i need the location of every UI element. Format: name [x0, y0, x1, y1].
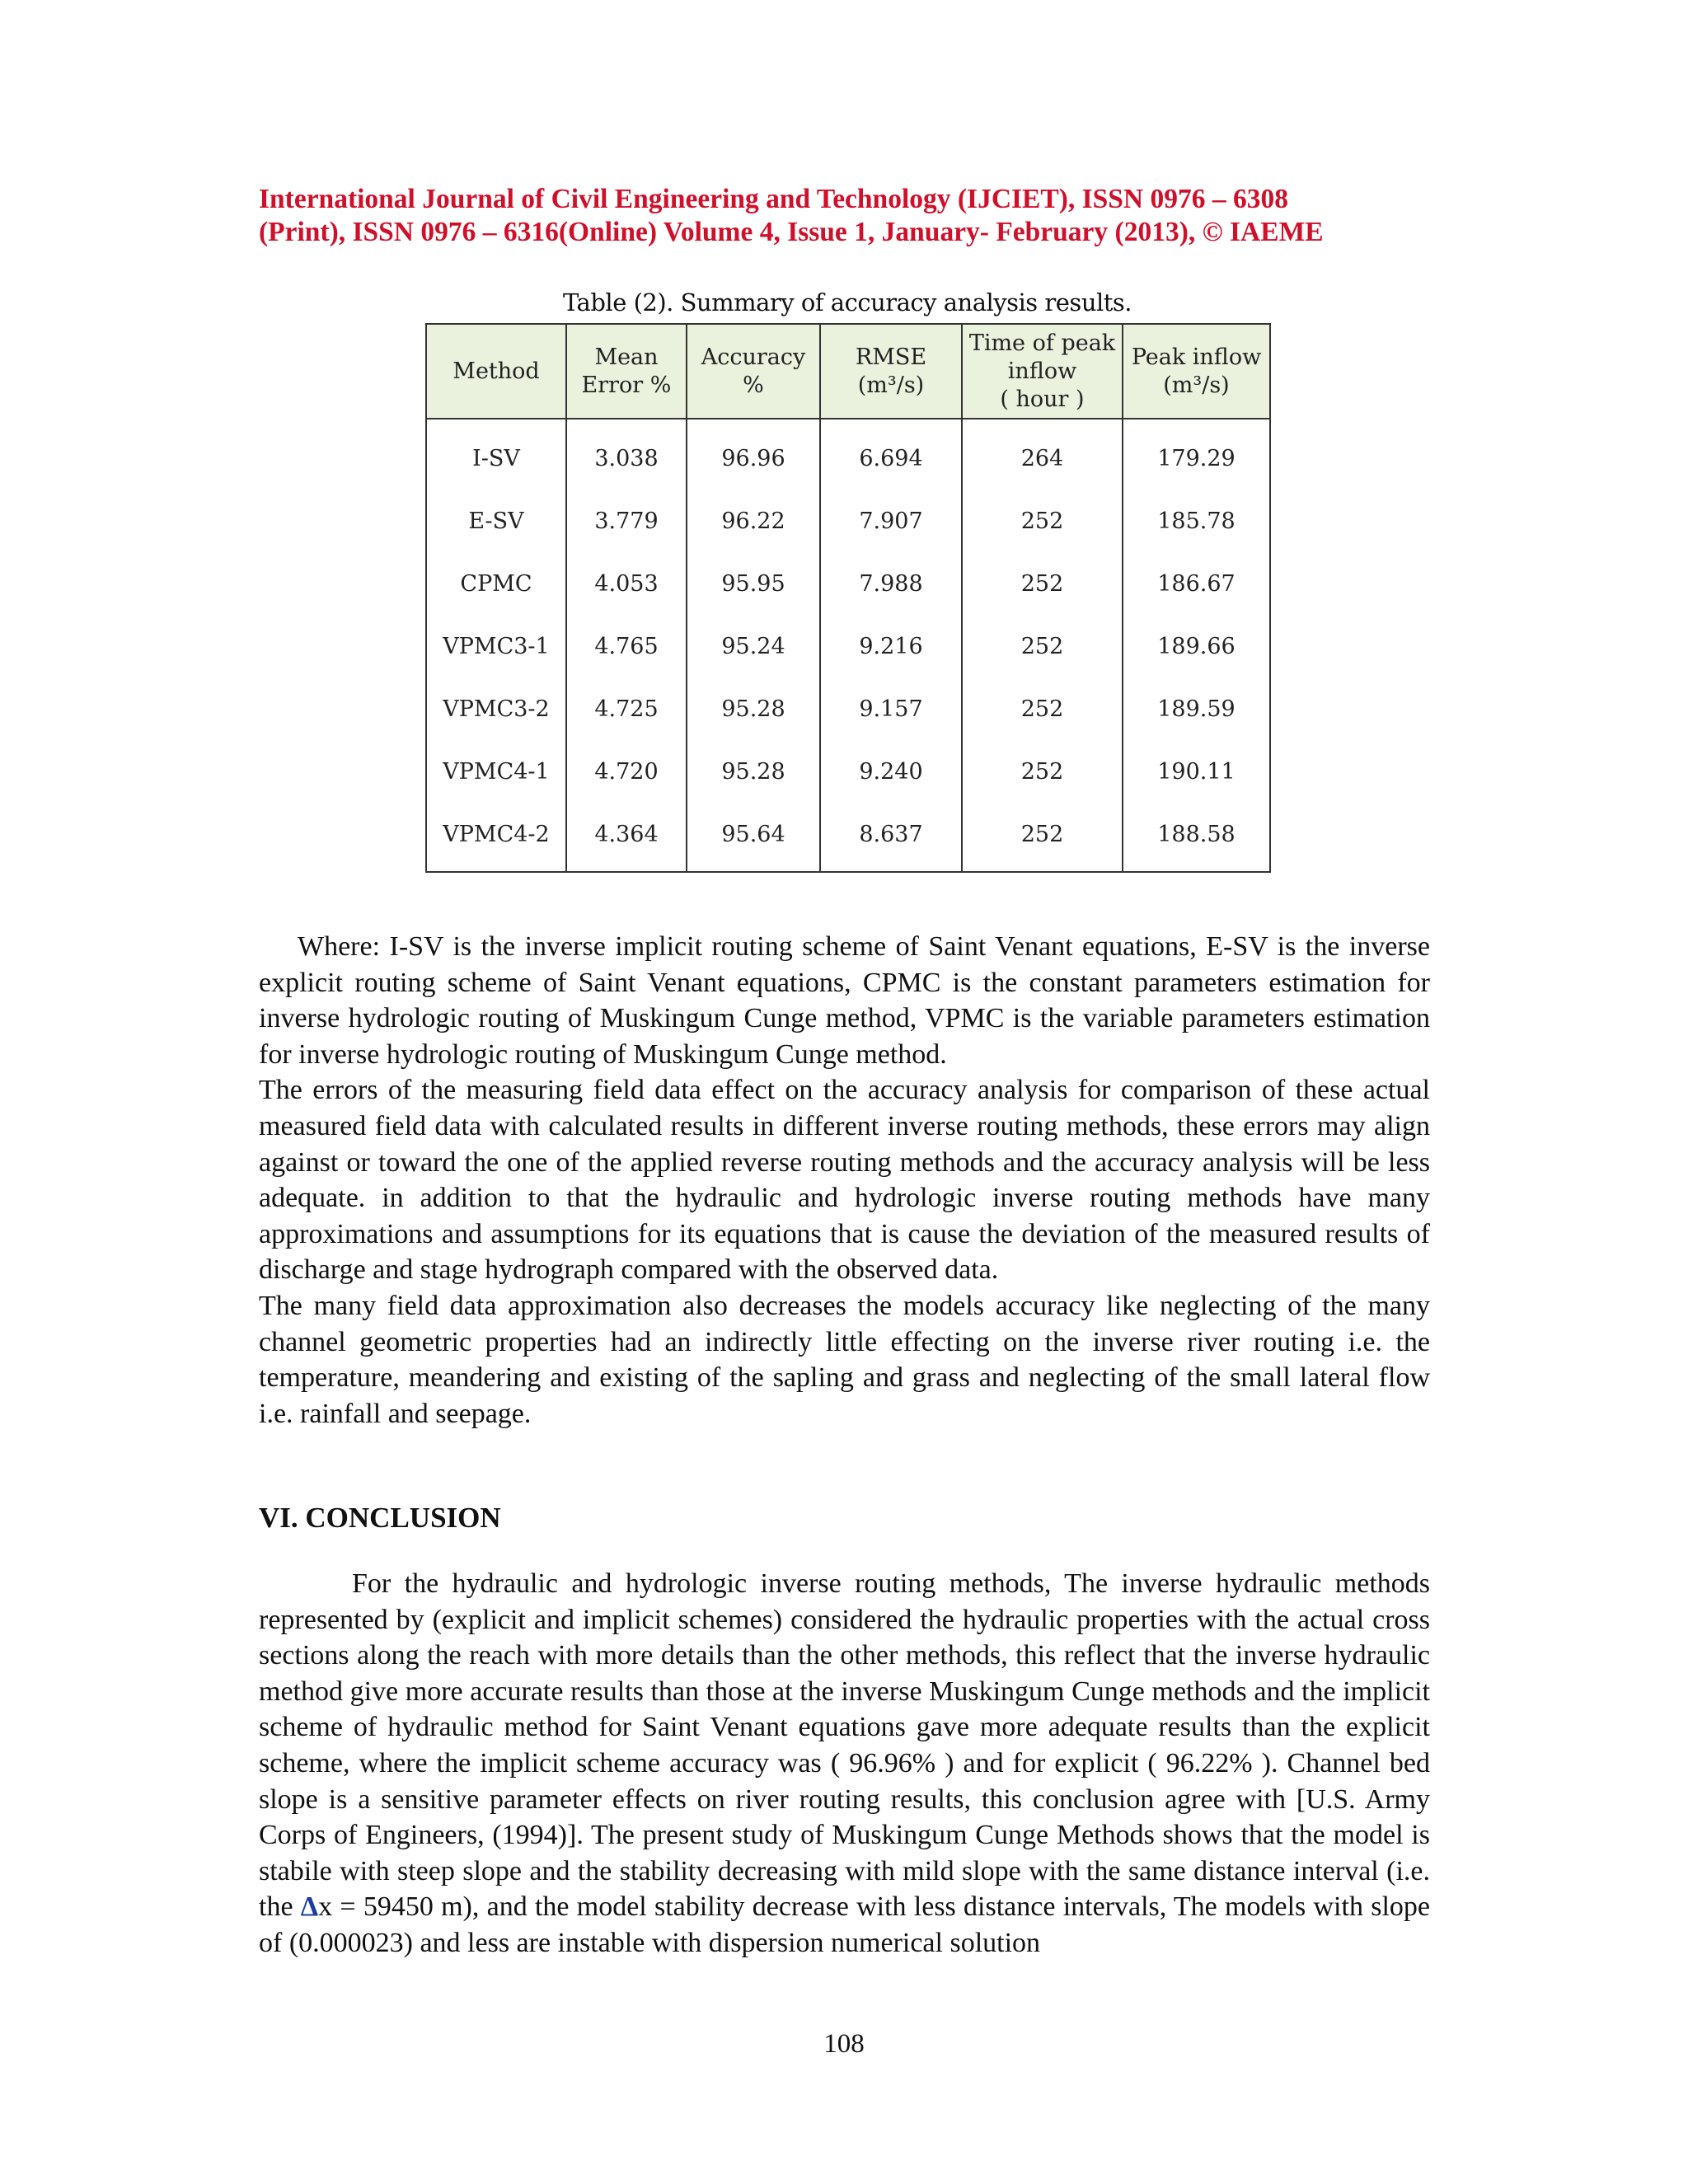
paragraph-where: Where: I-SV is the inverse implicit routing scheme of Saint Venant equations, E-SV is the inverse explicit routing scheme of Saint Venant equations, CPMC is the constant parameters estimation for inverse hydrologic routing of Muskingum Cunge method, VPMC is the variable parameters estimation for inverse hydrologic routing of Muskingum Cunge method. — [259, 931, 1430, 1070]
value-cell: 185.78 — [1123, 490, 1270, 552]
value-cell: 188.58 — [1123, 803, 1270, 872]
column-header — [566, 324, 687, 419]
value-cell: 264 — [962, 419, 1123, 490]
value-cell: 95.28 — [687, 740, 820, 803]
value-cell: 96.22 — [687, 490, 820, 552]
column-header — [687, 324, 820, 419]
table-row — [426, 490, 1270, 552]
value-cell: 95.24 — [687, 615, 820, 677]
column-header-line: Peak inflow — [1131, 344, 1262, 370]
column-header — [820, 324, 962, 419]
value-cell: 7.907 — [820, 490, 962, 552]
value-cell: 9.240 — [820, 740, 962, 803]
conclusion-text — [259, 1566, 1430, 1961]
paragraph-errors: The errors of the measuring field data effect on the accuracy analysis for comparison of these actual measured field data with calculated results in different inverse routing methods, these errors may align against or toward the one of the applied reverse routing methods and the accuracy analysis will be less adequate. in addition to that the hydraulic and hydrologic inverse routing methods have many approximations and assumptions for its equations that is cause the deviation of the measured results of discharge and stage hydrograph compared with the observed data. — [259, 1075, 1430, 1286]
conclusion-part-b: x = 59450 m), and the model stability decrease with less distance intervals, The models with slope of (0.000023) and less are instable with dispersion numerical solution — [259, 1891, 1430, 1958]
column-header-line: Mean — [594, 344, 659, 370]
value-cell: 8.637 — [820, 803, 962, 872]
value-cell: 252 — [962, 490, 1123, 552]
method-cell: E-SV — [426, 490, 566, 552]
value-cell: 95.64 — [687, 803, 820, 872]
column-header — [426, 324, 566, 419]
column-header — [1123, 324, 1270, 419]
value-cell: 252 — [962, 615, 1123, 677]
value-cell: 3.779 — [566, 490, 687, 552]
column-header-line: ( hour ) — [1000, 386, 1085, 412]
column-header-line: % — [743, 372, 764, 398]
value-cell: 4.720 — [566, 740, 687, 803]
value-cell: 4.725 — [566, 677, 687, 740]
method-cell: VPMC3-2 — [426, 677, 566, 740]
column-header-line: Method — [452, 358, 540, 384]
section-heading-conclusion: VI. CONCLUSION — [259, 1502, 501, 1534]
value-cell: 9.157 — [820, 677, 962, 740]
value-cell: 96.96 — [687, 419, 820, 490]
column-header-line: Time of peak — [968, 330, 1116, 356]
value-cell: 252 — [962, 740, 1123, 803]
value-cell: 4.364 — [566, 803, 687, 872]
table-caption: Table (2). Summary of accuracy analysis results. — [562, 288, 1132, 316]
conclusion-part-a: For the hydraulic and hydrologic inverse routing methods, The inverse hydraulic methods represented by (explicit and implicit schemes) considered the hydraulic properties with the actual cross sections along the reach with more details than the other methods, this reflect that the inverse hydraulic method give more accurate results than those at the inverse Muskingum Cunge methods and the implicit scheme of hydraulic method for Saint Venant equations gave more adequate results than the explicit scheme, where the implicit scheme accuracy was ( 96.96% ) and for explicit ( 96.22% ). Channel bed slope is a sensitive parameter effects on river routing results, this conclusion agree with [U.S. Army Corps of Engineers, (1994)]. The present study of Muskingum Cunge Methods shows that the model is stabile with steep slope and the stability decreasing with mild slope with the same distance interval (i.e. the — [259, 1568, 1430, 1923]
method-cell: I-SV — [426, 419, 566, 490]
column-header — [962, 324, 1123, 419]
table-row — [426, 803, 1270, 872]
method-cell: VPMC4-1 — [426, 740, 566, 803]
value-cell: 252 — [962, 803, 1123, 872]
results-table-block — [425, 288, 1269, 873]
delta-symbol: Δ — [300, 1891, 319, 1923]
table-row — [426, 552, 1270, 615]
method-cell: CPMC — [426, 552, 566, 615]
table-row — [426, 615, 1270, 677]
method-cell: VPMC4-2 — [426, 803, 566, 872]
value-cell: 179.29 — [1123, 419, 1270, 490]
journal-header — [259, 183, 1430, 249]
value-cell: 252 — [962, 552, 1123, 615]
value-cell: 190.11 — [1123, 740, 1270, 803]
value-cell: 186.67 — [1123, 552, 1270, 615]
table-row — [426, 677, 1270, 740]
value-cell: 7.988 — [820, 552, 962, 615]
paragraph-conclusion — [259, 1566, 1430, 1961]
value-cell: 3.038 — [566, 419, 687, 490]
column-header-line: inflow — [1007, 358, 1077, 384]
value-cell: 95.28 — [687, 677, 820, 740]
table-row — [426, 740, 1270, 803]
column-header-line: (m³/s) — [857, 372, 925, 398]
value-cell: 6.694 — [820, 419, 962, 490]
page-number: 108 — [823, 2029, 865, 2059]
value-cell: 4.765 — [566, 615, 687, 677]
value-cell: 189.66 — [1123, 615, 1270, 677]
column-header-line: Accuracy — [701, 344, 806, 370]
journal-header-line2: (Print), ISSN 0976 – 6316(Online) Volume 4, Issue 1, January- February (2013), © IAEME — [259, 217, 1324, 247]
accuracy-results-table — [425, 323, 1271, 873]
value-cell: 9.216 — [820, 615, 962, 677]
column-header-line: (m³/s) — [1163, 372, 1230, 398]
journal-header-line1: International Journal of Civil Engineering and Technology (IJCIET), ISSN 0976 – 6308 — [259, 184, 1289, 214]
column-header-line: Error % — [581, 372, 672, 398]
value-cell: 189.59 — [1123, 677, 1270, 740]
paragraph-approximation: The many field data approximation also decreases the models accuracy like neglecting of the many channel geometric properties had an indirectly little effecting on the inverse river routing i.e. the temperature, meandering and existing of the sapling and grass and neglecting of the small lateral flow i.e. rainfall and seepage. — [259, 1290, 1430, 1429]
method-cell: VPMC3-1 — [426, 615, 566, 677]
value-cell: 95.95 — [687, 552, 820, 615]
column-header-line: RMSE — [855, 344, 927, 370]
table-header-row — [426, 324, 1270, 419]
table-row — [426, 419, 1270, 490]
main-text — [259, 929, 1430, 1432]
value-cell: 4.053 — [566, 552, 687, 615]
table-body — [426, 419, 1270, 872]
value-cell: 252 — [962, 677, 1123, 740]
